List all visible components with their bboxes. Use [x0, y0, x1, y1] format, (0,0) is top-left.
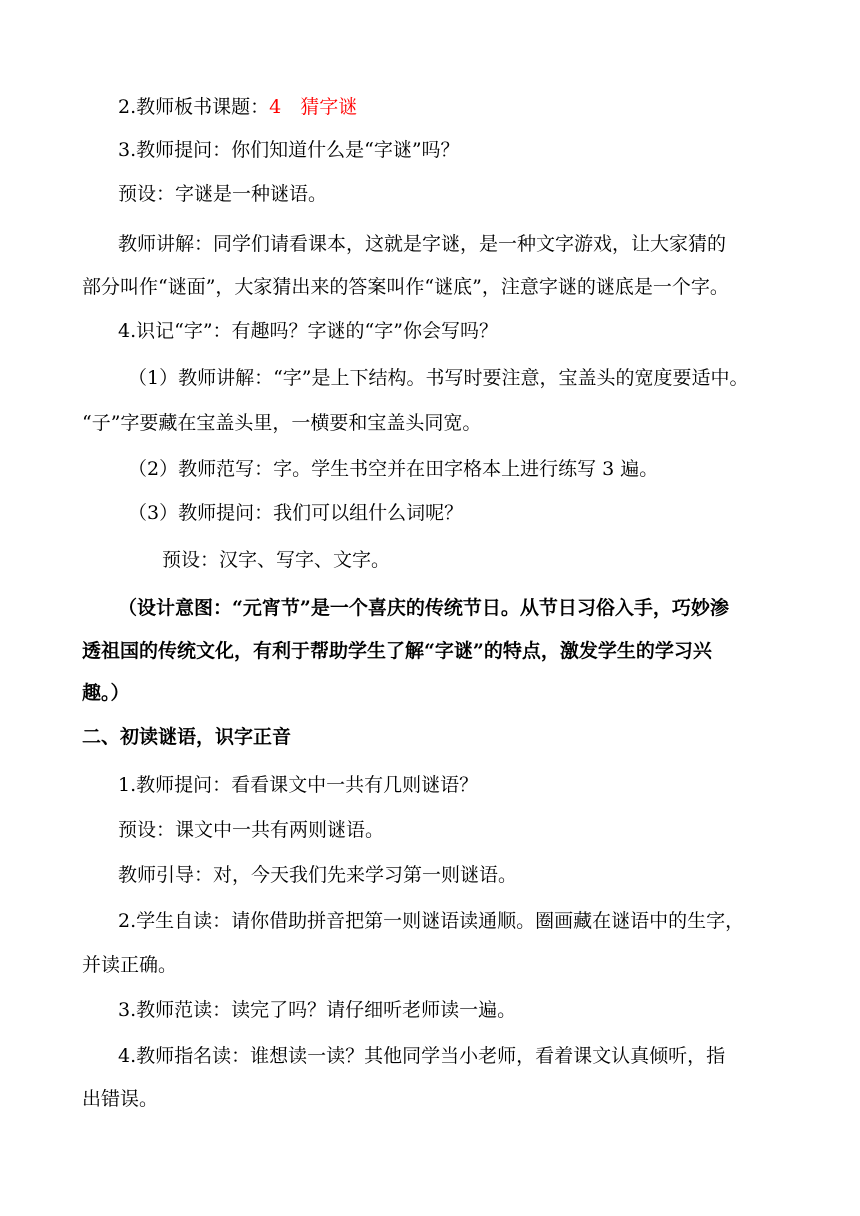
section2-item-4-line-1: 4.教师指名读：谁想读一读？其他同学当小老师，看着课文认真倾听，指 — [118, 1045, 726, 1067]
teacher-explanation-line-1: 教师讲解：同学们请看课本，这就是字谜，是一种文字游戏，让大家猜的 — [118, 233, 727, 255]
lesson-title: 4 猜字谜 — [269, 96, 358, 118]
preset-answer-1: 预设：字谜是一种谜语。 — [118, 183, 328, 205]
design-intent-line-1: （设计意图：“元宵节”是一个喜庆的传统节日。从节日习俗入手，巧妙渗 — [118, 597, 729, 619]
section2-item-1: 1.教师提问：看看课文中一共有几则谜语？ — [118, 774, 479, 796]
section2-item-2-line-1: 2.学生自读：请你借助拼音把第一则谜语读通顺。圈画藏在谜语中的生字， — [118, 910, 745, 932]
section2-preset: 预设：课文中一共有两则谜语。 — [118, 819, 385, 841]
design-intent-line-2: 透祖国的传统文化，有利于帮助学生了解“字谜”的特点，激发学生的学习兴 — [82, 640, 712, 662]
design-intent-line-3: 趣。） — [82, 682, 130, 704]
section2-teacher-guide: 教师引导：对，今天我们先来学习第一则谜语。 — [118, 864, 518, 886]
section2-item-4-line-2: 出错误。 — [82, 1088, 159, 1110]
sub-item-3: （3）教师提问：我们可以组什么词呢？ — [128, 502, 464, 524]
preset-answer-2: 预设：汉字、写字、文字。 — [162, 549, 391, 571]
item-board-title-prefix: 2.教师板书课题： — [118, 96, 270, 118]
section2-item-2-line-2: 并读正确。 — [82, 954, 178, 976]
teacher-explanation-line-2: 部分叫作“谜面”，大家猜出来的答案叫作“谜底”，注意字谜的谜底是一个字。 — [82, 276, 729, 298]
item-board-title — [118, 94, 357, 120]
section-heading-2: 二、初读谜语，识字正音 — [82, 726, 292, 748]
sub-item-1-line-2: “子”字要藏在宝盖头里，一横要和宝盖头同宽。 — [82, 412, 482, 434]
item-teacher-question: 3.教师提问：你们知道什么是“字谜”吗？ — [118, 139, 460, 161]
sub-item-2: （2）教师范写：字。学生书空并在田字格本上进行练写 3 遍。 — [128, 458, 659, 480]
item-recognize-character: 4.识记“字”：有趣吗？字谜的“字”你会写吗？ — [118, 320, 498, 342]
section2-item-3: 3.教师范读：读完了吗？请仔细听老师读一遍。 — [118, 999, 517, 1021]
sub-item-1-line-1: （1）教师讲解：“字”是上下结构。书写时要注意，宝盖头的宽度要适中。 — [128, 367, 749, 389]
